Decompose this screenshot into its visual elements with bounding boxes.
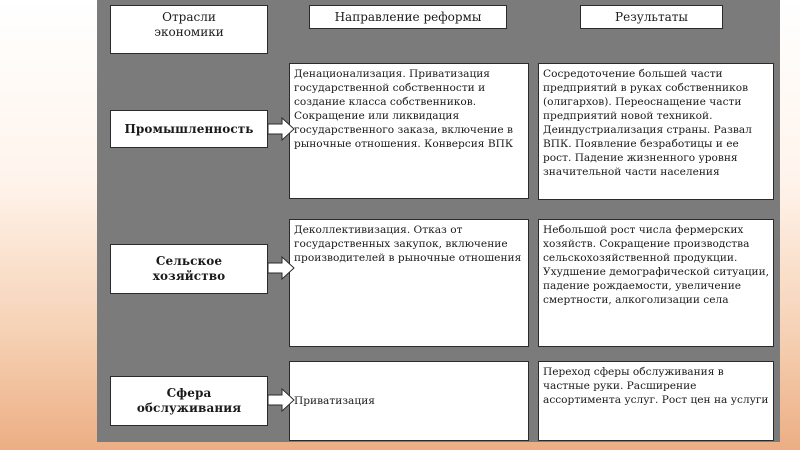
sector-services-label: Сфера обслуживания [136,386,242,415]
header-results-label: Результаты [615,9,688,24]
reform-industry-text: Денационализация. Приватизация государственной собственности и создание класса собственников. Сокращение или ликвидация государственного заказа, включение в рыночные отношения. Конверсия ВПК [294,68,514,150]
header-reform-label: Направление реформы [334,9,482,24]
results-services-text: Переход сферы обслуживания в частные руки. Расширение ассортимента услуг. Рост цен на услуги [543,366,769,406]
reform-agriculture-text: Деколлективизация. Отказ от государственных закупок, включение производителей в рыночные отношения [294,224,522,264]
results-agriculture-text: Небольшой рост числа фермерских хозяйств. Сокращение производства сельскохозяйственной продукции. Ухудшение демографической ситуации, падение рождаемости, увеличение смертности, алкоголизации села [543,224,770,306]
sector-agriculture-label: Сельское хозяйство [152,254,226,283]
arrow-agriculture [268,257,294,279]
header-sectors-label: Отрасли экономики [154,10,224,39]
arrow-services [268,389,294,411]
arrow-industry [268,118,294,140]
reform-services-text: Приватизация [294,395,375,407]
sector-industry-label: Промышленность [124,121,254,136]
results-industry-text: Сосредоточение большей части предприятий в руках собственников (олигархов). Переоснащение части предприятий новой техникой. Деиндустриализация страны. Развал ВПК. Появление безработицы и ее рост. Падение жизненного уровня значительной части населения [543,68,752,178]
